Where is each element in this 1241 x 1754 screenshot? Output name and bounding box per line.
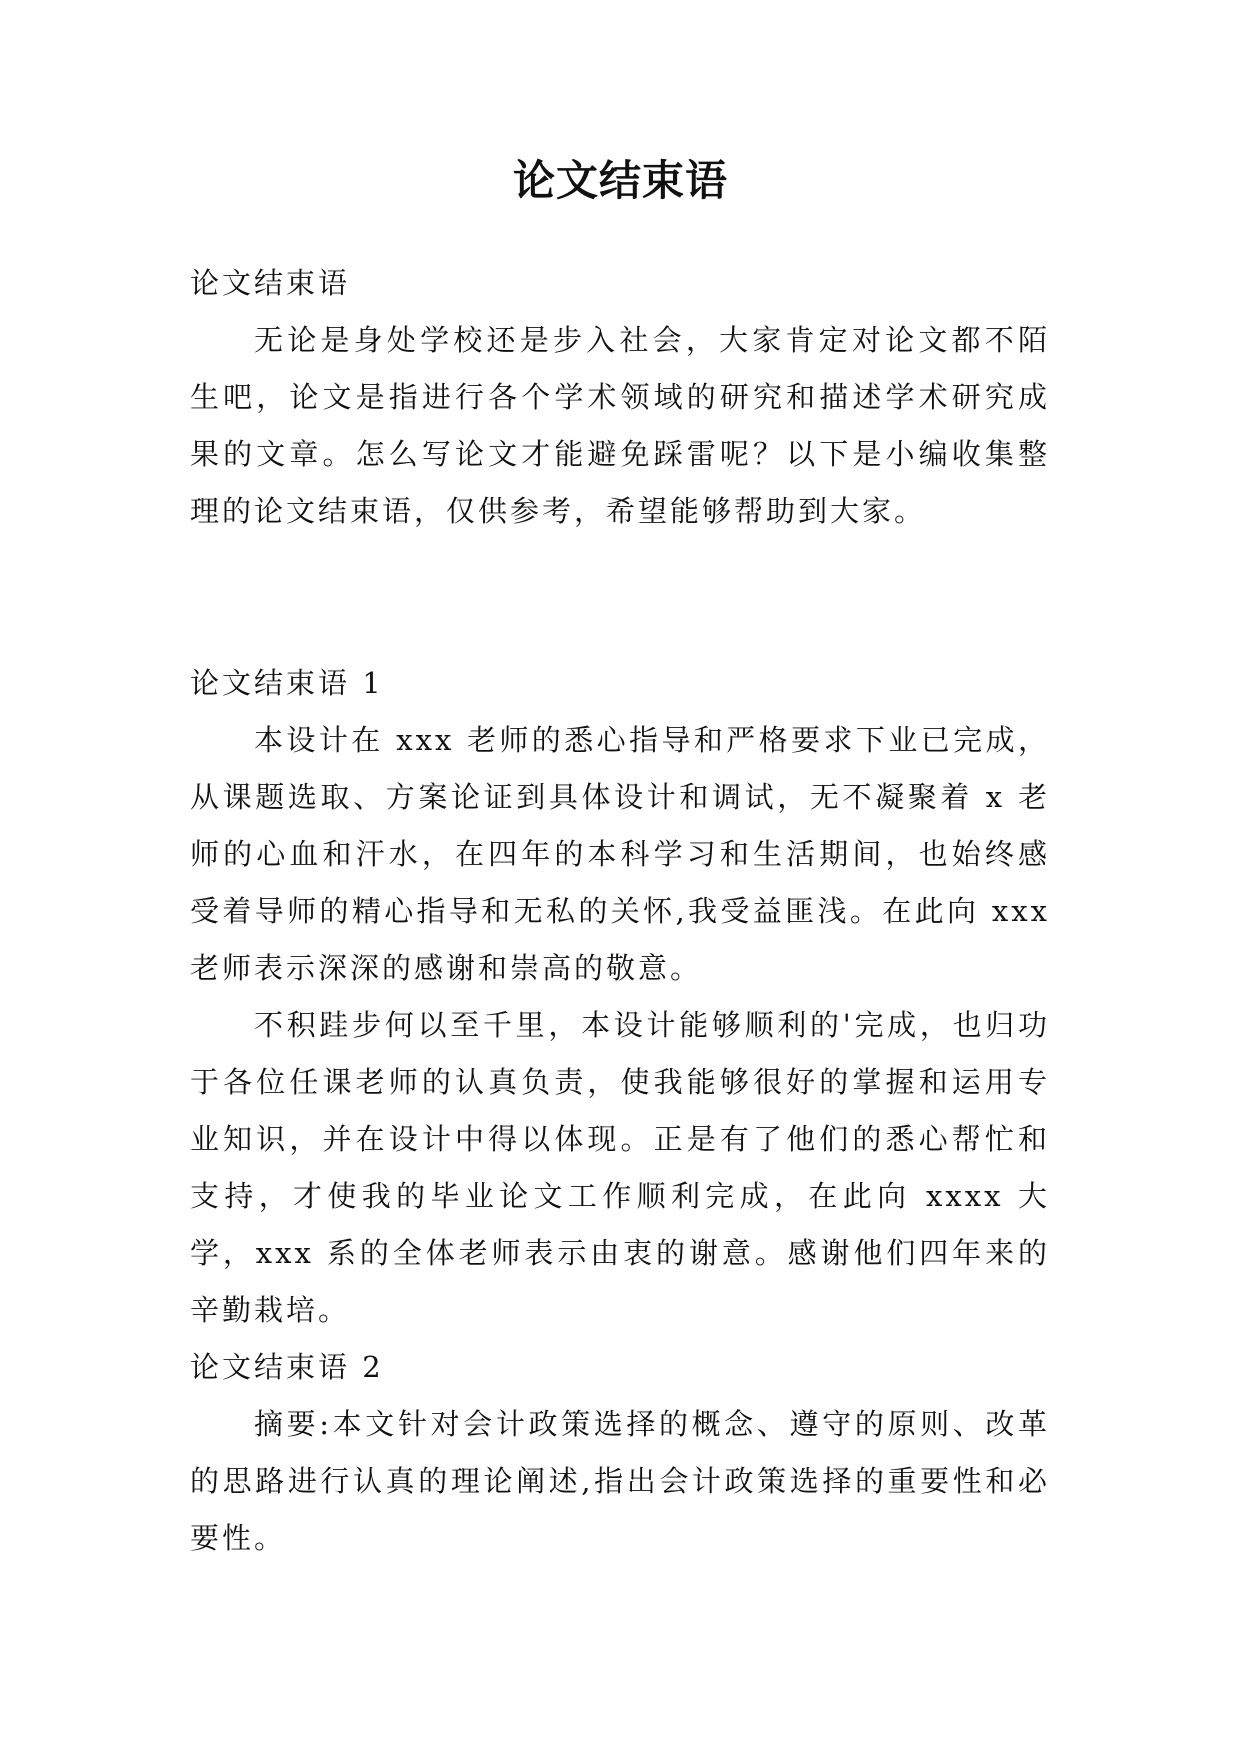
body-paragraph: 无论是身处学校还是步入社会，大家肯定对论文都不陌生吧，论文是指进行各个学术领域的研究和描述学术研究成果的文章。怎么写论文才能避免踩雷呢？以下是小编收集整理的论文结束语，仅供参考，希望能够帮助到大家。 [190, 323, 1050, 528]
body-paragraph: 摘要:本文针对会计政策选择的概念、遵守的原则、改革的思路进行认真的理论阐述,指出会计政策选择的重要性和必要性。 [190, 1407, 1050, 1555]
body-paragraph: 不积跬步何以至千里，本设计能够顺利的'完成，也归功于各位任课老师的认真负责，使我能够很好的掌握和运用专业知识，并在设计中得以体现。正是有了他们的悉心帮忙和支持，才使我的毕业论文工作顺利完成，在此向 xxxx 大学，xxx 系的全体老师表示由衷的谢意。感谢他们四年来的辛勤栽培。 [190, 1008, 1050, 1327]
paragraph-gap [190, 569, 1050, 626]
section-heading: 论文结束语 [190, 266, 351, 300]
section-heading: 论文结束语 2 [190, 1350, 384, 1384]
body-paragraph: 本设计在 xxx 老师的悉心指导和严格要求下业已完成，从课题选取、方案论证到具体设计和调试，无不凝聚着 x 老师的心血和汗水，在四年的本科学习和生活期间，也始终感受着导师的精心指导和无私的关怀,我受益匪浅。在此向 xxx 老师表示深深的感谢和崇高的敬意。 [190, 723, 1050, 985]
page-title: 论文结束语 [512, 156, 728, 205]
document-body [190, 255, 1050, 1567]
section-heading: 论文结束语 1 [190, 666, 384, 700]
